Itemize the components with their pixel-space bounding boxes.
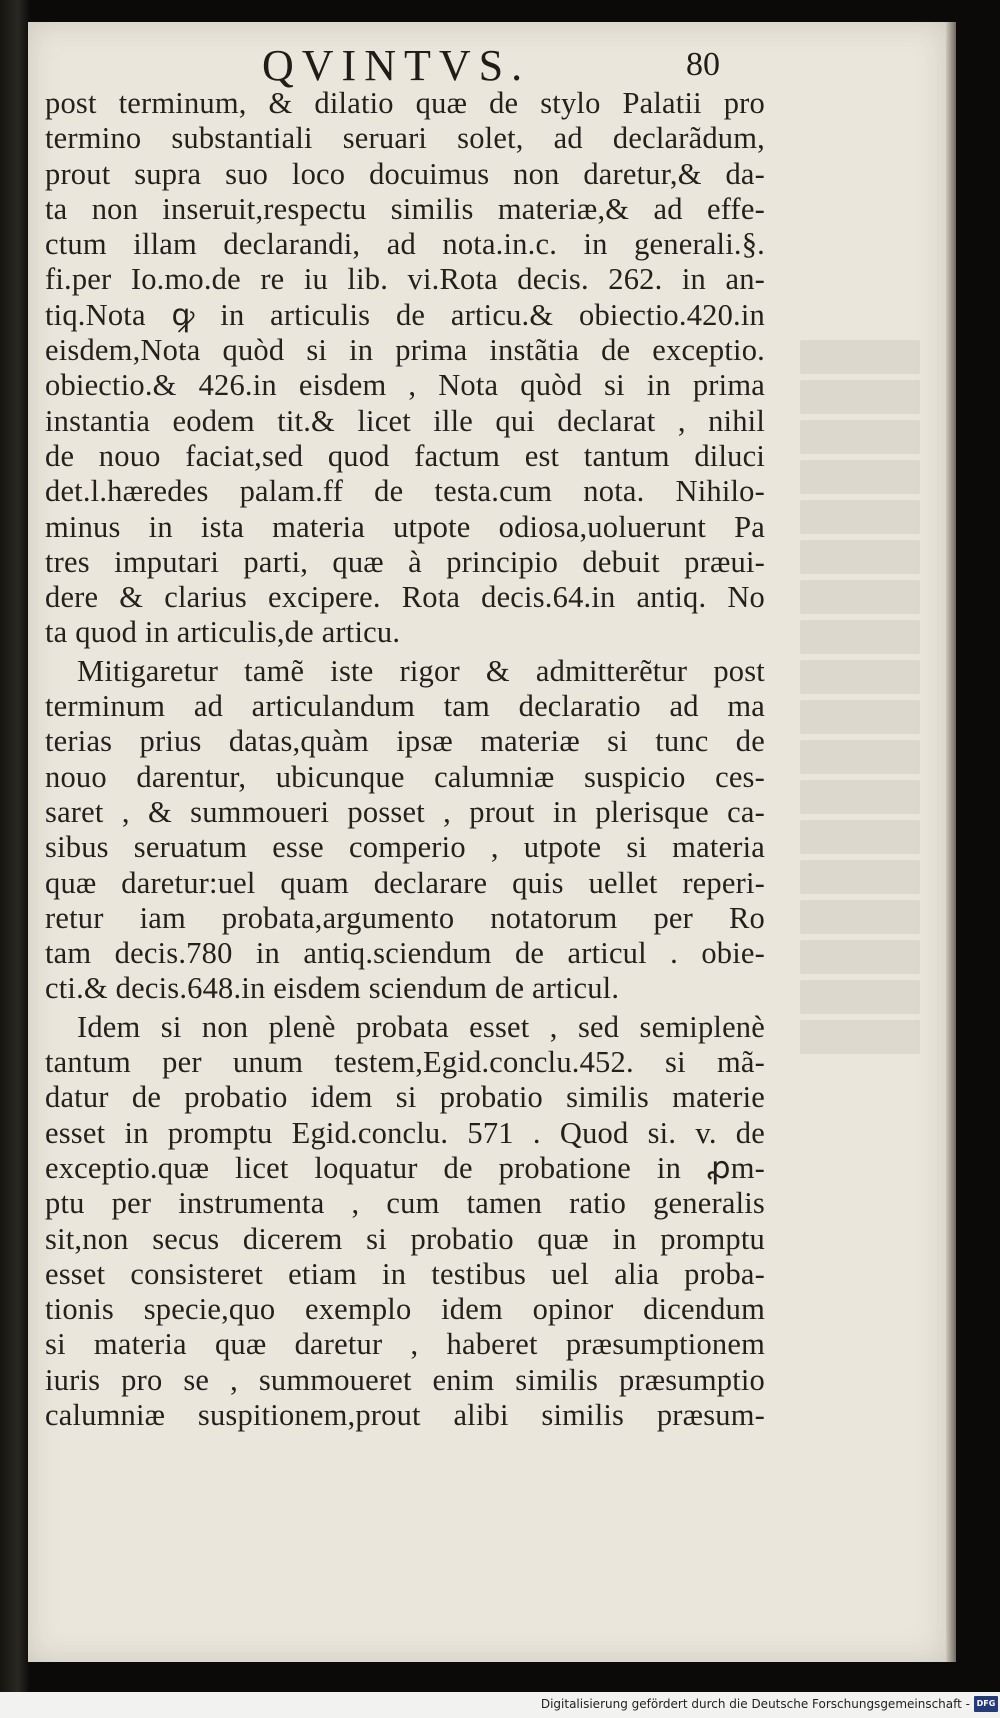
paragraph-1 [45, 86, 765, 651]
text-line: datur de probatio idem si probatio similis materie [45, 1080, 765, 1115]
text-line: ta quod in articulis,de articu. [45, 615, 401, 650]
adjacent-page-edge [0, 0, 30, 1692]
text-line: esset in promptu Egid.conclu. 571 . Quod si. v. de [45, 1115, 765, 1150]
text-line: cti.& decis.648.in eisdem sciendum de articul. [45, 971, 620, 1006]
text-line: si materia quæ daretur , haberet præsumptionem [45, 1327, 765, 1362]
text-line: sit,non secus dicerem si probatio quæ in promptu [45, 1221, 765, 1256]
text-line: post terminum, & dilatio quæ de stylo Palatii pro [45, 86, 765, 120]
text-line: tiq.Nota ꝙ in articulis de articu.& obiectio.420.in [45, 297, 765, 332]
text-line: obiectio.& 426.in eisdem , Nota quòd si in prima [45, 368, 765, 403]
text-line: ta non inseruit,respectu similis materiæ,& ad effe- [45, 191, 765, 226]
running-head: QVINTVS. [262, 41, 531, 90]
page-edge-shadow [946, 22, 956, 1662]
text-line: terias prius datas,quàm ipsæ materiæ si tunc de [45, 724, 765, 759]
text-line: dere & clarius excipere. Rota decis.64.in antiq. No [45, 580, 765, 615]
text-line: saret , & summoueri posset , prout in plerisque ca- [45, 794, 765, 829]
body-text [45, 86, 765, 1433]
text-line: iuris pro se , summoueret enim similis præsumptio [45, 1362, 765, 1397]
text-line: tres imputari parti, quæ à principio debuit præui- [45, 544, 765, 579]
text-line: Idem si non plenè probata esset , sed semiplenè [77, 1009, 765, 1044]
show-through-text [800, 340, 920, 1240]
page-number: 80 [686, 46, 720, 83]
text-line: calumniæ suspitionem,prout alibi similis præsum- [45, 1397, 765, 1432]
text-line: tam decis.780 in antiq.sciendum de articul . obie- [45, 936, 765, 971]
page-header [230, 40, 740, 90]
text-line: retur iam probata,argumento notatorum per Ro [45, 900, 765, 935]
text-line: quæ daretur:uel quam declarare quis uellet reperi- [45, 865, 765, 900]
text-line: ctum illam declarandi, ad nota.in.c. in generali.§. [45, 227, 765, 262]
text-line: minus in ista materia utpote odiosa,uoluerunt Pa [45, 509, 765, 544]
text-line: terminum ad articulandum tam declaratio ad ma [45, 689, 765, 724]
text-line: exceptio.quæ licet loquatur de probatione in ꝓm- [45, 1150, 765, 1185]
text-line: sibus seruatum esse comperio , utpote si materia [45, 830, 765, 865]
text-line: ptu per instrumenta , cum tamen ratio generalis [45, 1186, 765, 1221]
text-line: tionis specie,quo exemplo idem opinor dicendum [45, 1292, 765, 1327]
text-line: tantum per unum testem,Egid.conclu.452. si mã- [45, 1045, 765, 1080]
text-line: nouo darentur, ubicunque calumniæ suspicio ces- [45, 759, 765, 794]
digitization-footer [0, 1692, 1000, 1718]
text-line: eisdem,Nota quòd si in prima instãtia de exceptio. [45, 333, 765, 368]
dfg-logo-icon: DFG [974, 1696, 998, 1712]
funding-credit: Digitalisierung gefördert durch die Deutsche Forschungsgemeinschaft - [540, 1697, 970, 1711]
text-line: esset consisteret etiam in testibus uel alia proba- [45, 1256, 765, 1291]
text-line: de nouo faciat,sed quod factum est tantum diluci [45, 438, 765, 473]
text-line: termino substantiali seruari solet, ad declarãdum, [45, 121, 765, 156]
text-line: Mitigaretur tamẽ iste rigor & admitterẽtur post [77, 653, 765, 688]
text-line: instantia eodem tit.& licet ille qui declarat , nihil [45, 403, 765, 438]
text-line: prout supra suo loco docuimus non daretur,& da- [45, 156, 765, 191]
text-line: fi.per Io.mo.de re iu lib. vi.Rota decis. 262. in an- [45, 262, 765, 297]
paragraph-3 [45, 1010, 765, 1434]
text-line: det.l.hæredes palam.ff de testa.cum nota. Nihilo- [45, 474, 765, 509]
paragraph-2 [45, 654, 765, 1007]
